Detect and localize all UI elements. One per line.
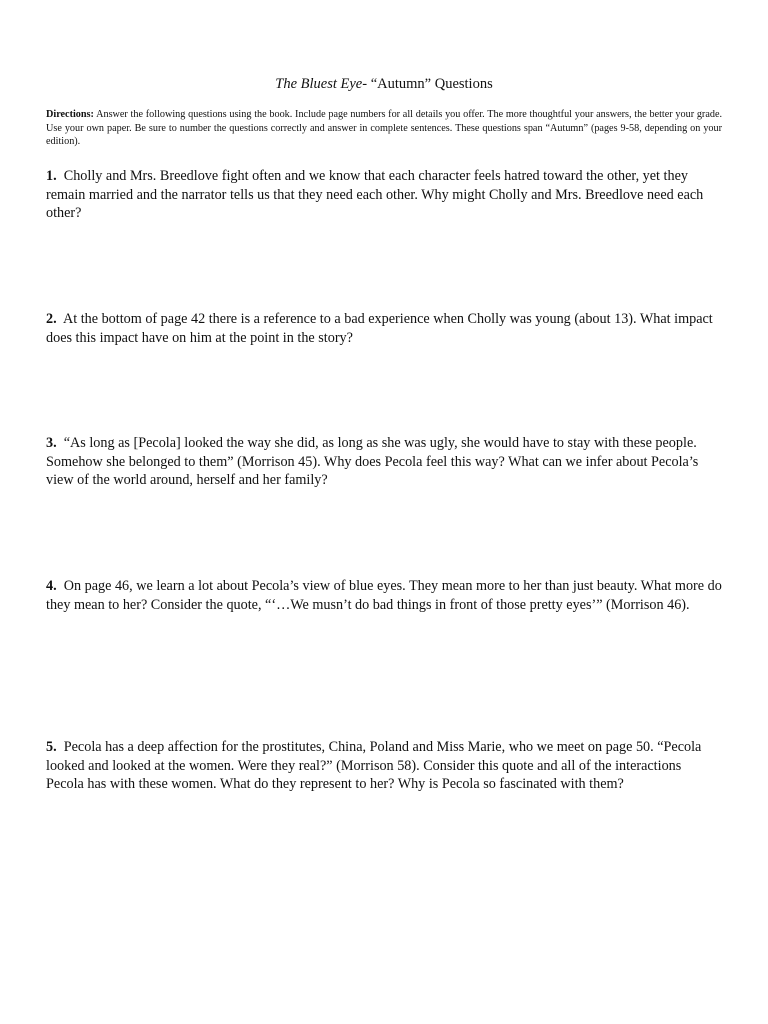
book-title: The Bluest Eye [275,76,363,92]
question-text: On page 46, we learn a lot about Pecola’s view of blue eyes. They mean more to her than just beauty. What more do they mean to her? Consider the quote, “‘…We musn’t do bad things in front of those pretty eyes’” (Morrison 46). [46,578,722,613]
question-1 [46,167,722,223]
question-text: Cholly and Mrs. Breedlove fight often and we know that each character feels hatred toward the other, yet they remain married and the narrator tells us that they need each other. Why might Cholly and Mrs. Breedlove need each other? [46,168,704,221]
question-text: Pecola has a deep affection for the prostitutes, China, Poland and Miss Marie, who we meet on page 50. “Pecola looked and looked at the women. Were they real?” (Morrison 58). Consider this quote and all of the interactions Pecola has with these women. What do they represent to her? Why is Pecola so fascinated with them? [46,739,702,792]
question-5 [46,738,722,794]
page-title [0,75,768,93]
directions-text: Answer the following questions using the book. Include page numbers for all details you offer. The more thoughtful your answers, the better your grade. Use your own paper. Be sure to number the questions correctly and answer in complete sentences. These questions span “Autumn” (pages 9-58, depending on your edition). [46,109,723,147]
question-number: 3. [46,435,57,451]
question-3 [46,434,722,490]
question-number: 5. [46,739,57,755]
question-number: 2. [46,311,57,327]
directions-paragraph [46,108,722,149]
title-suffix: - “Autumn” Questions [362,76,493,92]
question-4 [46,577,722,614]
question-number: 4. [46,578,57,594]
question-text: At the bottom of page 42 there is a reference to a bad experience when Cholly was young (about 13). What impact does this impact have on him at the point in the story? [46,311,713,346]
question-number: 1. [46,168,57,184]
directions-label: Directions: [46,109,94,120]
question-2 [46,310,722,347]
question-text: “As long as [Pecola] looked the way she did, as long as she was ugly, she would have to stay with these people. Somehow she belonged to them” (Morrison 45). Why does Pecola feel this way? What can we infer about Pecola’s view of the world around, herself and her family? [46,435,699,488]
